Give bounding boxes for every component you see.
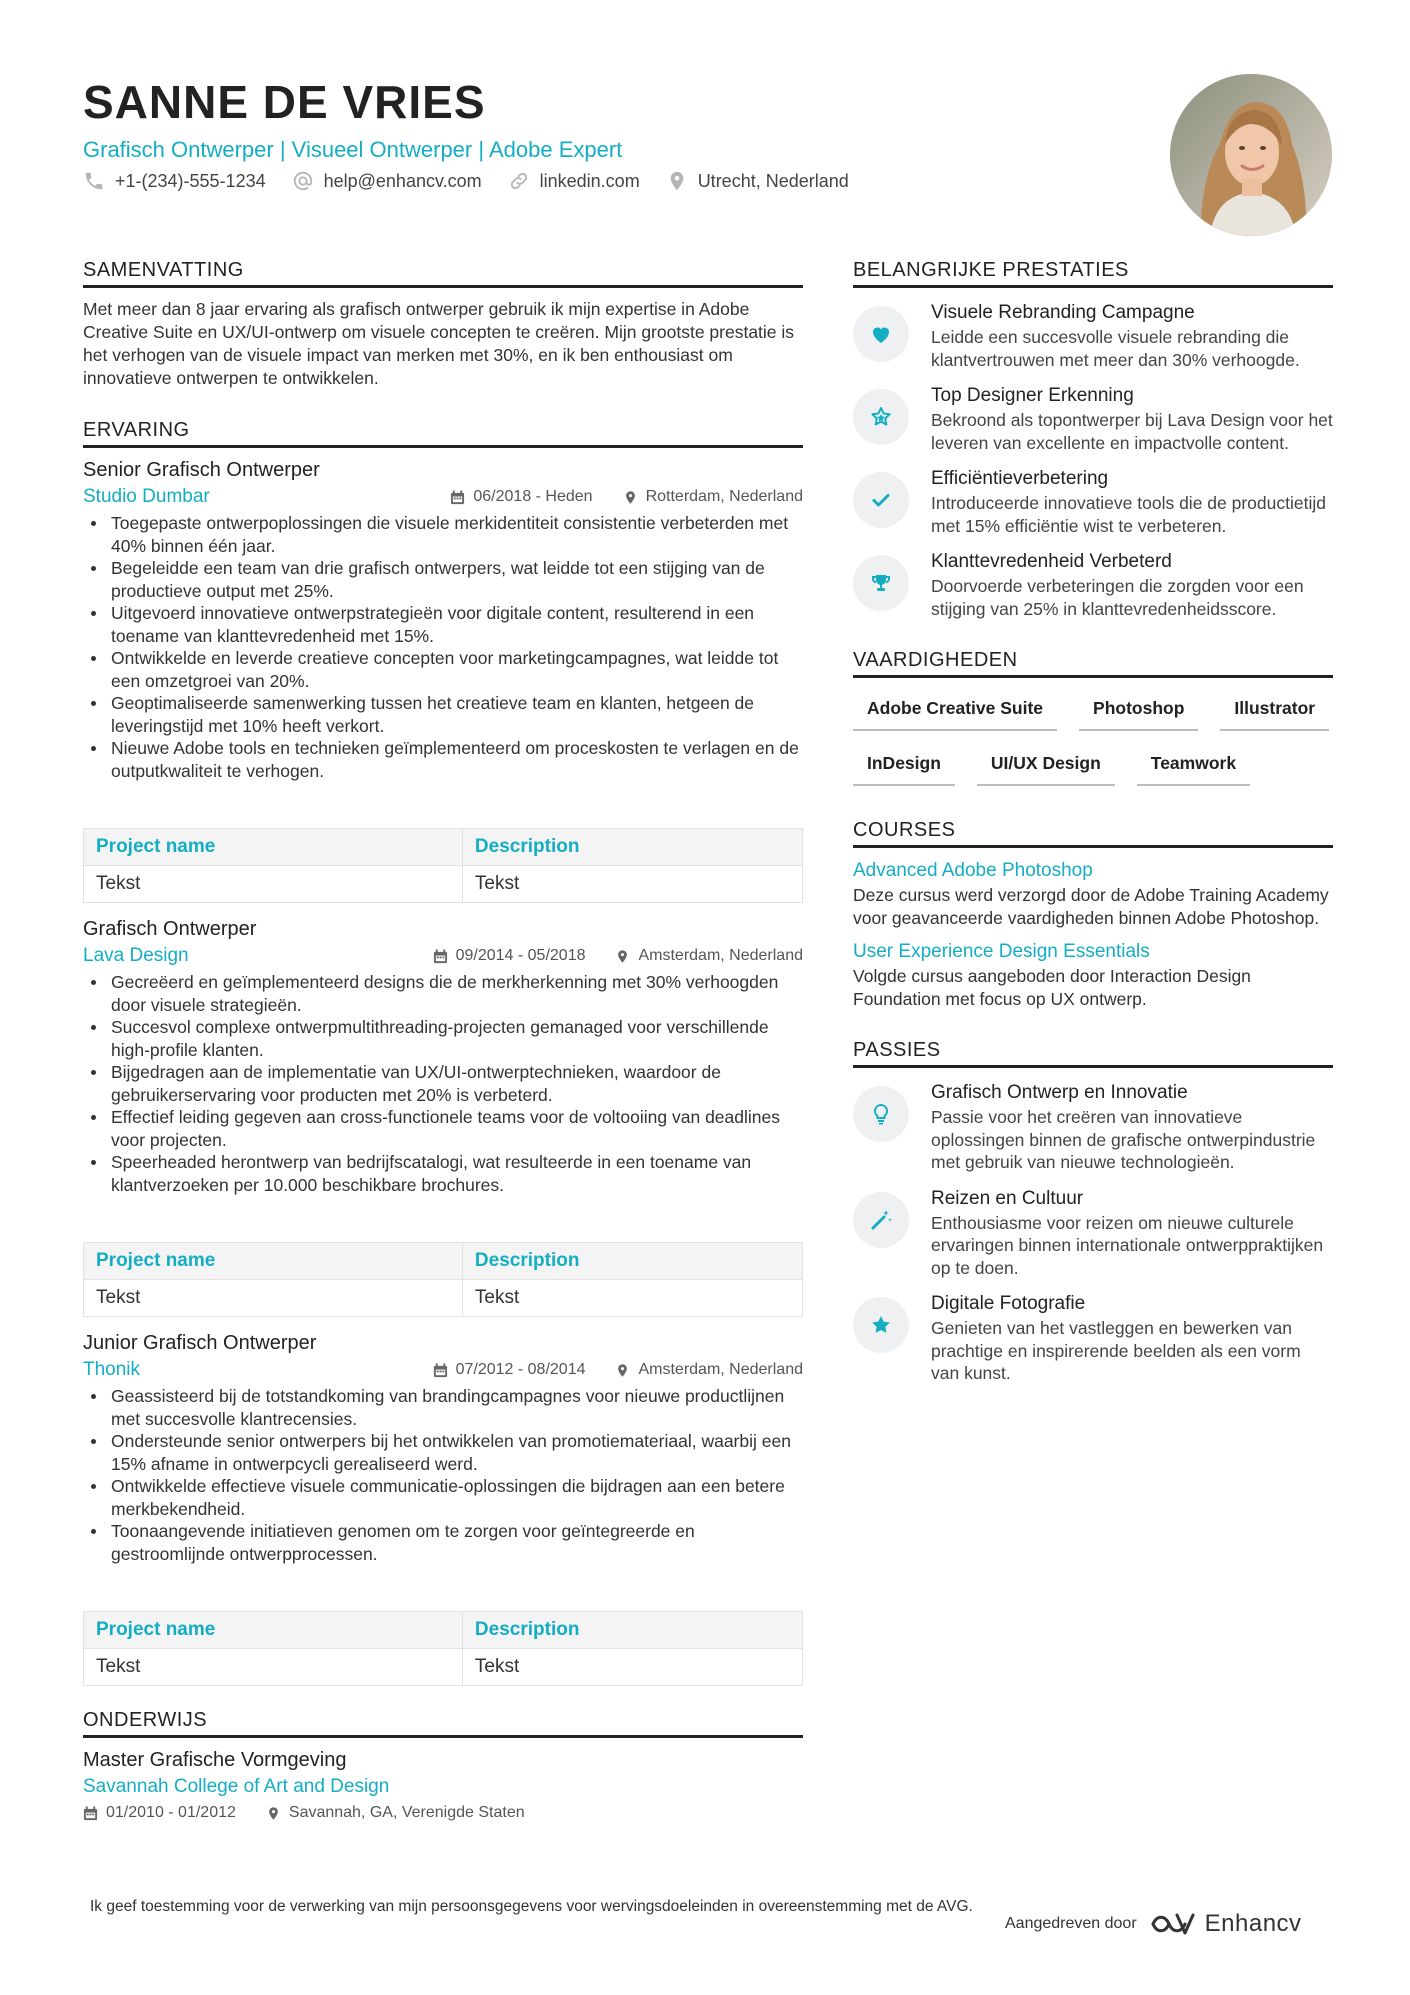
achievement-item <box>853 383 1333 454</box>
project-name-cell: Tekst <box>84 866 463 903</box>
list-item: Bijgedragen aan de implementatie van UX/UI-ontwerptechnieken, waardoor de gebruikerservaring voor producten met 20% is verbeterd. <box>83 1061 803 1106</box>
location-text: Utrecht, Nederland <box>697 170 849 191</box>
table-header-row <box>84 829 803 866</box>
powered-by-label: Aangedreven door <box>1005 1915 1137 1932</box>
list-item: Gecreëerd en geïmplementeerd designs die de merkherkenning met 30% verhoogden door visuele strategieën. <box>83 971 803 1016</box>
portrait-illustration <box>1170 74 1332 236</box>
skill-tag: UI/UX Design <box>977 741 1115 786</box>
job-company: Studio Dumbar <box>83 486 210 507</box>
courses-section <box>853 818 1333 1010</box>
achievement-title: Top Designer Erkenning <box>931 385 1134 406</box>
achievement-item <box>853 300 1333 371</box>
list-item: Ontwikkelde en leverde creatieve concepten voor marketingcampagnes, wat leidde tot een omzetgroei van 20%. <box>83 647 803 692</box>
enhancv-logo-icon <box>1149 1911 1197 1937</box>
magic-wand-icon <box>869 1208 893 1232</box>
education-school: Savannah College of Art and Design <box>83 1776 390 1797</box>
project-name-header: Project name <box>84 829 463 866</box>
skill-tag: Adobe Creative Suite <box>853 686 1057 731</box>
achievement-item <box>853 466 1333 537</box>
location-pin-icon <box>615 949 630 964</box>
education-dates <box>83 1804 236 1822</box>
list-item: Succesvol complexe ontwerpmultithreading-projecten gemanaged voor verschillende high-profile klanten. <box>83 1016 803 1061</box>
experience-heading: ERVARING <box>83 418 803 448</box>
passions-section <box>853 1038 1333 1385</box>
description-header: Description <box>462 1243 802 1280</box>
job-company: Lava Design <box>83 945 189 966</box>
achievement-title: Visuele Rebranding Campagne <box>931 302 1195 323</box>
skill-tag: InDesign <box>853 741 955 786</box>
course-desc: Deze cursus werd verzorgd door de Adobe Training Academy voor geavanceerde vaardigheden binnen Adobe Photoshop. <box>853 885 1329 928</box>
course-desc: Volgde cursus aangeboden door Interaction Design Foundation met focus op UX ontwerp. <box>853 966 1251 1009</box>
course-title: Advanced Adobe Photoshop <box>853 860 1093 881</box>
passion-item <box>853 1080 1333 1174</box>
project-table <box>83 1242 803 1317</box>
lightbulb-icon <box>869 1102 893 1126</box>
list-item: Begeleidde een team van drie grafisch ontwerpers, wat leidde tot een stijging van de productieve output met 25%. <box>83 557 803 602</box>
courses-heading: COURSES <box>853 818 1333 848</box>
job-dates-text: 06/2018 - Heden <box>473 488 593 505</box>
job-dates-text: 07/2012 - 08/2014 <box>455 1361 586 1378</box>
project-table <box>83 1611 803 1686</box>
summary-text: Met meer dan 8 jaar ervaring als grafisch ontwerper gebruik ik mijn expertise in Adobe Creative Suite en UX/UI-ontwerp om visuele concepten te creëren. Mijn grootste prestatie is het verhogen van de visuele impact van merken met 30%, en ik ben enthousiast om innovatieve ontwerpen te ontwikkelen. <box>83 299 795 388</box>
achievement-desc: Bekroond als topontwerper bij Lava Design voor het leveren van excellente en impactvolle content. <box>931 410 1333 453</box>
phone-icon <box>83 170 105 192</box>
job-location-text: Amsterdam, Nederland <box>638 947 803 964</box>
skill-tag: Photoshop <box>1079 686 1198 731</box>
passion-item <box>853 1291 1333 1385</box>
job-dates <box>433 1361 586 1379</box>
skill-tag: Illustrator <box>1220 686 1329 731</box>
job-entry <box>83 915 803 1317</box>
description-cell: Tekst <box>462 866 802 903</box>
job-bullets <box>83 1385 803 1565</box>
achievement-title: Efficiëntieverbetering <box>931 468 1109 489</box>
list-item: Ontwikkelde effectieve visuele communicatie-oplossingen die bijdragen aan een betere merkbekendheid. <box>83 1475 803 1520</box>
skills-heading: VAARDIGHEDEN <box>853 648 1333 678</box>
achievement-title: Klanttevredenheid Verbeterd <box>931 551 1172 572</box>
project-name-cell: Tekst <box>84 1649 463 1686</box>
job-location-text: Amsterdam, Nederland <box>638 1361 803 1378</box>
table-row <box>84 1280 803 1317</box>
calendar-icon <box>433 949 448 964</box>
achievement-desc: Leidde een succesvolle visuele rebranding die klantvertrouwen met meer dan 30% verhoogde. <box>931 327 1300 370</box>
education-location <box>266 1804 525 1822</box>
summary-section <box>83 258 803 390</box>
calendar-icon <box>433 1363 448 1378</box>
education-heading: ONDERWIJS <box>83 1708 803 1738</box>
passion-title: Reizen en Cultuur <box>931 1187 1084 1209</box>
check-icon <box>869 488 893 512</box>
powered-by[interactable] <box>1005 1910 1302 1938</box>
location-pin-icon <box>266 1806 281 1821</box>
experience-section <box>83 418 803 1686</box>
calendar-icon <box>83 1806 98 1821</box>
trophy-icon <box>869 571 893 595</box>
job-location <box>623 488 803 506</box>
skill-tag: Teamwork <box>1137 741 1250 786</box>
star-badge-icon <box>869 405 893 429</box>
job-dates-text: 09/2014 - 05/2018 <box>455 947 586 964</box>
email-text: help@enhancv.com <box>323 170 482 191</box>
summary-heading: SAMENVATTING <box>83 258 803 288</box>
list-item: Toegepaste ontwerpoplossingen die visuele merkidentiteit consistentie verbeterden met 40% binnen één jaar. <box>83 512 803 557</box>
project-name-header: Project name <box>84 1612 463 1649</box>
left-column <box>83 258 803 1844</box>
list-item: Ondersteunde senior ontwerpers bij het ontwikkelen van promotiemateriaal, waarbij een 15% afname in ontwerpcycli gerealiseerd werd. <box>83 1430 803 1475</box>
contact-row <box>83 170 1083 192</box>
achievement-item <box>853 549 1333 620</box>
magic-wand-icon-wrap <box>853 1192 909 1248</box>
contact-location <box>666 170 849 192</box>
description-header: Description <box>462 829 802 866</box>
description-cell: Tekst <box>462 1649 802 1686</box>
education-degree: Master Grafische Vormgeving <box>83 1749 347 1771</box>
job-bullets <box>83 512 803 782</box>
list-item: Nieuwe Adobe tools en technieken geïmplementeerd om proceskosten te verlagen en de outputkwaliteit te verhogen. <box>83 737 803 782</box>
achievement-desc: Introduceerde innovatieve tools die de productietijd met 15% efficiëntie wist te verbeteren. <box>931 493 1326 536</box>
job-entry <box>83 1329 803 1686</box>
achievements-section <box>853 258 1333 620</box>
education-dates-text: 01/2010 - 01/2012 <box>106 1804 236 1821</box>
table-row <box>84 866 803 903</box>
phone-text: +1-(234)-555-1234 <box>115 170 266 191</box>
star-badge-icon-wrap <box>853 389 909 445</box>
passion-item <box>853 1186 1333 1280</box>
calendar-icon <box>450 490 465 505</box>
contact-phone[interactable] <box>83 170 266 192</box>
table-row <box>84 1649 803 1686</box>
passion-title: Digitale Fotografie <box>931 1293 1086 1314</box>
list-item: Toonaangevende initiatieven genomen om te zorgen voor geïntegreerde en gestroomlijnde ontwerpprocessen. <box>83 1520 803 1565</box>
contact-email[interactable] <box>292 170 482 192</box>
profile-photo <box>1170 74 1332 236</box>
description-cell: Tekst <box>462 1280 802 1317</box>
project-name-header: Project name <box>84 1243 463 1280</box>
link-icon <box>508 170 530 192</box>
right-column <box>853 258 1333 1407</box>
passion-desc: Enthousiasme voor reizen om nieuwe culturele ervaringen binnen internationale ontwerppraktijken op te doen. <box>931 1212 1324 1278</box>
job-role: Junior Grafisch Ontwerper <box>83 1332 317 1354</box>
heart-icon-wrap <box>853 306 909 362</box>
education-section <box>83 1708 803 1822</box>
course-title: User Experience Design Essentials <box>853 941 1150 962</box>
passion-title: Grafisch Ontwerp en Innovatie <box>931 1082 1188 1103</box>
job-location <box>615 1361 803 1379</box>
education-location-text: Savannah, GA, Verenigde Staten <box>288 1804 525 1821</box>
job-dates <box>450 488 592 506</box>
heart-icon <box>869 322 893 346</box>
list-item: Geoptimaliseerde samenwerking tussen het creatieve team en klanten, hetgeen de leveringstijd met 10% heeft verkort. <box>83 692 803 737</box>
star-icon-wrap <box>853 1297 909 1353</box>
description-header: Description <box>462 1612 802 1649</box>
list-item: Geassisteerd bij de totstandkoming van brandingcampagnes voor nieuwe productlijnen met succesvolle klantrecensies. <box>83 1385 803 1430</box>
job-company: Thonik <box>83 1359 141 1380</box>
table-header-row <box>84 1612 803 1649</box>
star-icon <box>869 1313 893 1337</box>
job-location <box>615 947 803 965</box>
list-item: Speerheaded herontwerp van bedrijfscatalogi, wat resulteerde in een toename van klantverzoeken per 10.000 beschikbare brochures. <box>83 1151 803 1196</box>
resume-header <box>83 74 1083 192</box>
location-pin-icon <box>615 1363 630 1378</box>
table-header-row <box>84 1243 803 1280</box>
location-pin-icon <box>623 490 638 505</box>
job-dates <box>433 947 586 965</box>
job-bullets <box>83 971 803 1196</box>
passions-heading: PASSIES <box>853 1038 1333 1068</box>
consent-text: Ik geef toestemming voor de verwerking van mijn persoonsgegevens voor wervingsdoeleinden in overeenstemming met de AVG. <box>90 1898 973 1915</box>
linkedin-text: linkedin.com <box>539 170 640 191</box>
project-name-cell: Tekst <box>84 1280 463 1317</box>
job-location-text: Rotterdam, Nederland <box>645 488 803 505</box>
achievement-desc: Doorvoerde verbeteringen die zorgden voor een stijging van 25% in klanttevredenheidsscore. <box>931 576 1304 619</box>
enhancv-logo <box>1149 1910 1302 1938</box>
location-pin-icon <box>666 170 688 192</box>
project-table <box>83 828 803 903</box>
passion-desc: Genieten van het vastleggen en bewerken van prachtige en inspirerende beelden als een vorm van kunst. <box>931 1318 1301 1383</box>
candidate-headline: Grafisch Ontwerper | Visueel Ontwerper | Adobe Expert <box>83 137 623 162</box>
check-icon-wrap <box>853 472 909 528</box>
job-role: Senior Grafisch Ontwerper <box>83 459 320 481</box>
at-icon <box>292 170 314 192</box>
lightbulb-icon-wrap <box>853 1086 909 1142</box>
brand-name: Enhancv <box>1204 1910 1302 1937</box>
skills-section <box>853 648 1333 796</box>
job-entry <box>83 456 803 903</box>
trophy-icon-wrap <box>853 555 909 611</box>
list-item: Uitgevoerd innovatieve ontwerpstrategieën voor digitale content, resulterend in een toename van klanttevredenheid met 15%. <box>83 602 803 647</box>
candidate-name: SANNE DE VRIES <box>83 76 486 128</box>
achievements-heading: BELANGRIJKE PRESTATIES <box>853 258 1333 288</box>
passion-desc: Passie voor het creëren van innovatieve oplossingen binnen de grafische ontwerpindustrie met gebruik van nieuwe technologieën. <box>931 1107 1316 1172</box>
contact-linkedin[interactable] <box>508 170 640 192</box>
job-role: Grafisch Ontwerper <box>83 918 257 940</box>
list-item: Effectief leiding gegeven aan cross-functionele teams voor de voltooiing van deadlines voor projecten. <box>83 1106 803 1151</box>
